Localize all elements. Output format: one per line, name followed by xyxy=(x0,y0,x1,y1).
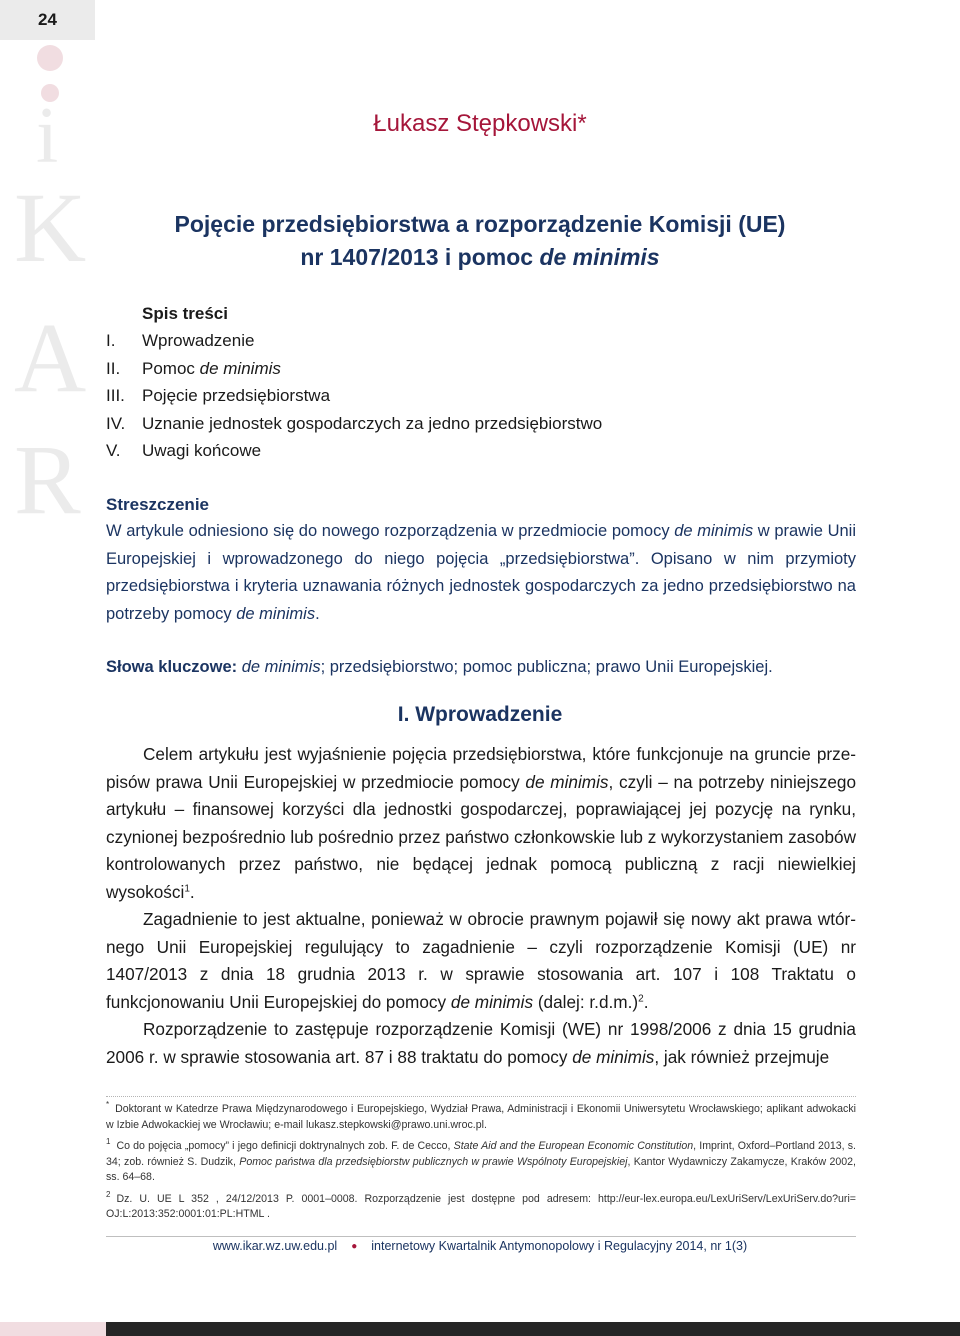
footnote xyxy=(106,1102,856,1133)
paragraph-text: Celem artykułu jest wyjaśnienie pojęcia przedsiębiorstwa, które funkcjonuje na gruncie przepisów prawa Unii Europejskiej w przedmiocie pomocy xyxy=(106,744,856,792)
keywords-italic: de minimis xyxy=(241,658,321,676)
body-text xyxy=(106,741,856,1071)
page-number: 24 xyxy=(0,0,95,40)
paragraph-text: Zagadnienie to jest aktualne, ponieważ w obrocie prawnym pojawił się nowy akt prawa wtórnego Unii Europejskiej regulujący to zagadnienie – czyli rozporządzenie Komisji (UE) nr 1407/2013 z dnia 18 grudnia 2013 r. w sprawie stosowania art. 107 i 108 Traktatu o funkcjonowaniu Unii Europejskiej do pomocy xyxy=(106,909,856,1012)
toc-item-label: Pojęcie przedsiębiorstwa xyxy=(142,386,331,405)
side-letter-r: R xyxy=(14,424,81,535)
bottom-bar-accent xyxy=(0,1322,106,1336)
abstract-italic: de minimis xyxy=(236,604,316,623)
footnote-text: , Kantor Wydawniczy Zakamycze, Kraków 2002, ss. 64–68. xyxy=(106,1155,856,1183)
footnote-italic: State Aid and the European Economic Constitution xyxy=(453,1140,694,1152)
footnote-text: , Imprint, Oxford–Portland 2013, s. 34; zob. również S. Dudzik, xyxy=(106,1140,856,1168)
footer-rule xyxy=(106,1236,856,1237)
page-footer xyxy=(0,1239,960,1253)
title-line-2-text: nr 1407/2013 i pomoc xyxy=(300,244,540,270)
abstract-part: w prawie Unii Europejskiej i wprowadzonego do niego pojęcia „przedsiębiorstwa”. Opisano w nim przymioty przedsiębiorstwa i kryteria uznawania różnych jednostek gospodarczych za jedno przedsiębiorstwo na potrzeby pomocy xyxy=(106,522,856,623)
footnote-text: Co do pojęcia „pomocy” i jego definicji doktrynalnych zob. F. de Cecco, xyxy=(116,1140,454,1152)
abstract-part: W artykule odniesiono się do nowego rozporządzenia w przedmiocie pomocy xyxy=(106,522,675,540)
side-letter-k: K xyxy=(14,172,87,283)
paragraph-text: Rozporządzenie to zastępuje rozporządzenie Komisji (WE) nr 1998/2006 z dnia 15 grudnia 2006 r. w sprawie stosowania art. 87 i 88 traktatu do pomocy xyxy=(106,1019,856,1067)
footnote-italic: Pomoc państwa dla przedsiębiorstw publicznych w prawie Wspólnoty Europejskiej xyxy=(239,1155,628,1168)
bullet-icon: ● xyxy=(351,1241,358,1252)
footnote-mark: 2 xyxy=(106,1189,111,1199)
keywords xyxy=(106,658,773,677)
keywords-label: Słowa kluczowe: xyxy=(106,658,238,676)
toc-item-label: Pomoc xyxy=(142,358,200,378)
footnote-separator xyxy=(106,1096,856,1097)
toc-item-number: II. xyxy=(106,358,121,378)
abstract-label: Streszczenie xyxy=(106,495,209,514)
abstract-part: . xyxy=(315,604,320,623)
toc-item-italic: de minimis xyxy=(199,358,281,378)
footnote-text: Dz. U. UE L 352 , 24/12/2013 P. 0001–0008. Rozporządzenie jest dostępne pod adresem: http://eur-lex.europa.eu/LexUriServ/LexUriServ.do?uri= OJ:L:2013:352:0001:01:PL:HTML . xyxy=(106,1192,856,1220)
paragraph-text: , czyli – na potrzeby niniejszego artykułu – finansowej korzyści dla jednostki gospodarczej, poprawiającej jej pozycję na rynku, czynionej bezpośrednio lub pośrednio przez państwo członkowskie lub z wykorzystaniem zasobów kontrolowanych przez państwo, nie będącej jednak pomocą publiczną z racji niewielkiej wysokości xyxy=(106,771,857,902)
toc-item-number: I. xyxy=(106,331,116,350)
side-letter-a: A xyxy=(14,302,87,413)
toc-item-number: V. xyxy=(106,441,121,460)
paragraph-italic: de minimis xyxy=(572,1046,655,1067)
toc-item-number: IV. xyxy=(106,413,126,433)
toc-item-label: Uwagi końcowe xyxy=(142,441,262,460)
toc-item xyxy=(106,327,602,355)
section-heading: I. Wprowadzenie xyxy=(397,703,563,726)
toc-heading: Spis treści xyxy=(142,304,228,323)
toc-item-label: Wprowadzenie xyxy=(142,331,255,350)
footnote-mark: 1 xyxy=(106,1137,111,1147)
toc-item xyxy=(106,355,602,383)
title-line-1: Pojęcie przedsiębiorstwa a rozporządzenie Komisji (UE) xyxy=(174,211,786,237)
title-line-2 xyxy=(96,241,864,274)
footnote-ref[interactable]: 2 xyxy=(638,992,644,1004)
article-title xyxy=(96,208,864,274)
footer-journal: internetowy Kwartalnik Antymonopolowy i Regulacyjny 2014, nr 1(3) xyxy=(371,1239,748,1253)
side-letter-i: i xyxy=(36,92,59,180)
paragraph-text: (dalej: r.d.m.) xyxy=(533,991,639,1012)
abstract-text xyxy=(106,518,856,628)
paragraph xyxy=(106,906,856,1016)
paragraph-italic: de minimis xyxy=(525,771,609,792)
paragraph-text: , jak również przejmuje xyxy=(654,1046,830,1067)
footnote xyxy=(106,1139,856,1186)
toc-item-number: III. xyxy=(106,386,125,405)
toc-item xyxy=(106,410,602,438)
decorative-dot xyxy=(37,45,63,71)
footer-url[interactable]: www.ikar.wz.uw.edu.pl xyxy=(212,1239,338,1253)
bottom-bar xyxy=(106,1322,960,1336)
paragraph-italic: de minimis xyxy=(450,991,534,1012)
abstract-italic: de minimis xyxy=(674,522,754,540)
title-line-2-italic: de minimis xyxy=(539,244,660,270)
keywords-list: ; przedsiębiorstwo; pomoc publiczna; prawo Unii Europejskiej. xyxy=(320,658,773,676)
paragraph xyxy=(106,1016,856,1071)
footnote-ref[interactable]: 1 xyxy=(184,882,190,894)
toc-item xyxy=(106,437,602,465)
table-of-contents xyxy=(106,300,602,465)
paragraph-text: . xyxy=(189,881,195,902)
footnote xyxy=(106,1189,856,1223)
author-name: Łukasz Stępkowski* xyxy=(373,110,587,137)
toc-item xyxy=(106,382,602,410)
paragraph-text: . xyxy=(643,991,649,1012)
footnote-mark: * xyxy=(106,1100,110,1110)
footnote-text: Doktorant w Katedrze Prawa Międzynarodowego i Europejskiego, Wydział Prawa, Administracji i Ekonomii Uniwersytetu Wrocławskiego; aplikant adwokacki w Izbie Adwokackiej we Wrocławiu; e-mail lukasz.stepkowski@prawo.uni.wroc.pl. xyxy=(106,1103,856,1131)
paragraph xyxy=(106,741,856,906)
toc-item-label: Uznanie jednostek gospodarczych za jedno przedsiębiorstwo xyxy=(142,413,603,433)
footnotes xyxy=(106,1102,856,1229)
